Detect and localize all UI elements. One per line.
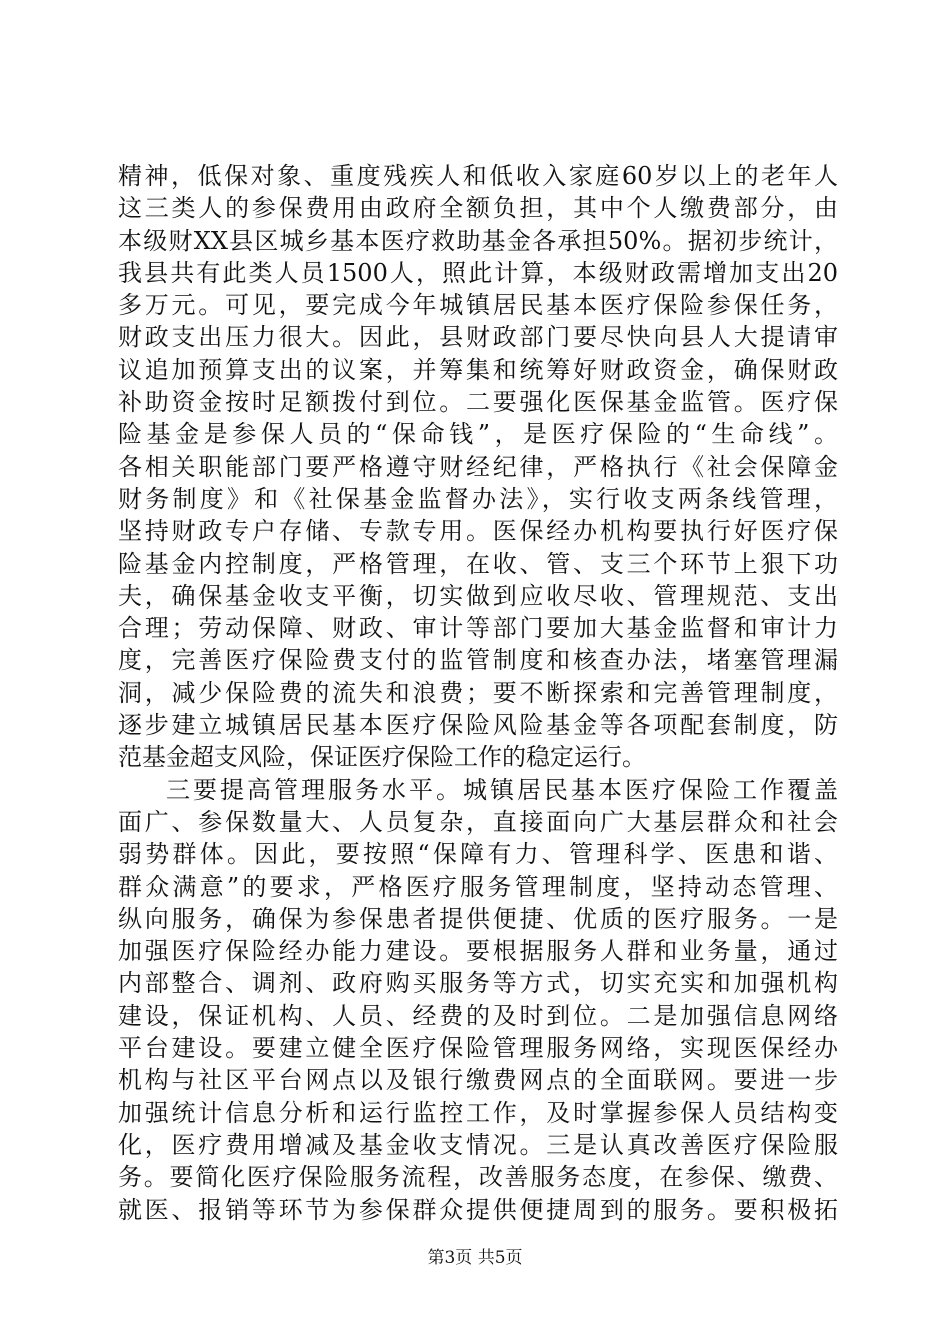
text-line-13: 险基金内控制度，严格管理，在收、管、支三个环节上狠下功 [118, 549, 838, 578]
text-line-3: 本级财XX县区城乡基本医疗救助基金各承担50%。据初步统计， [118, 226, 838, 255]
text-line-9: 险基金是参保人员的“保命钱”，是医疗保险的“生命线”。 [118, 420, 838, 449]
text-line-12: 坚持财政专户存储、专款专用。医保经办机构要执行好医疗保 [118, 517, 838, 546]
text-line-30: 加强统计信息分析和运行监控工作，及时掌握参保人员结构变 [118, 1098, 838, 1127]
text-line-10: 各相关职能部门要严格遵守财经纪律，严格执行《社会保障金 [118, 452, 838, 481]
text-line-11: 财务制度》和《社保基金监督办法》，实行收支两条线管理， [118, 484, 838, 513]
text-line-14: 夫，确保基金收支平衡，切实做到应收尽收、管理规范、支出 [118, 581, 838, 610]
text-line-4: 我县共有此类人员1500人，照此计算，本级财政需增加支出20 [118, 258, 838, 287]
text-line-31: 化，医疗费用增减及基金收支情况。三是认真改善医疗保险服 [118, 1130, 838, 1159]
page-footer [0, 1243, 950, 1268]
text-line-7: 议追加预算支出的议案，并筹集和统筹好财政资金，确保财政 [118, 355, 838, 384]
text-line-15: 合理；劳动保障、财政、审计等部门要加大基金监督和审计力 [118, 614, 838, 643]
text-line-33: 就医、报销等环节为参保群众提供便捷周到的服务。要积极拓 [118, 1195, 838, 1224]
text-line-22: 弱势群体。因此，要按照“保障有力、管理科学、医患和谐、 [118, 840, 838, 869]
page-number: 第3页 共5页 [427, 1248, 523, 1268]
text-line-17: 洞，减少保险费的流失和浪费；要不断探索和完善管理制度， [118, 678, 838, 707]
text-line-19: 范基金超支风险，保证医疗保险工作的稳定运行。 [118, 743, 646, 772]
text-line-27: 建设，保证机构、人员、经费的及时到位。二是加强信息网络 [118, 1001, 838, 1030]
text-line-6: 财政支出压力很大。因此，县财政部门要尽快向县人大提请审 [118, 323, 838, 352]
text-line-2: 这三类人的参保费用由政府全额负担，其中个人缴费部分，由 [118, 194, 838, 223]
text-line-28: 平台建设。要建立健全医疗保险管理服务网络，实现医保经办 [118, 1034, 838, 1063]
text-line-32: 务。要简化医疗保险服务流程，改善服务态度，在参保、缴费、 [118, 1163, 838, 1192]
text-line-25: 加强医疗保险经办能力建设。要根据服务人群和业务量，通过 [118, 937, 838, 966]
text-line-26: 内部整合、调剂、政府购买服务等方式，切实充实和加强机构 [118, 969, 838, 998]
text-line-21: 面广、参保数量大、人员复杂，直接面向广大基层群众和社会 [118, 807, 838, 836]
text-line-1: 精神，低保对象、重度残疾人和低收入家庭60岁以上的老年人 [118, 162, 838, 190]
text-line-20: 三要提高管理服务水平。城镇居民基本医疗保险工作覆盖 [166, 775, 838, 804]
text-line-23: 群众满意”的要求，严格医疗服务管理制度，坚持动态管理、 [118, 872, 838, 901]
document-body [118, 160, 838, 1226]
text-line-29: 机构与社区平台网点以及银行缴费网点的全面联网。要进一步 [118, 1066, 838, 1095]
text-line-16: 度，完善医疗保险费支付的监管制度和核查办法，堵塞管理漏 [118, 646, 838, 675]
text-line-18: 逐步建立城镇居民基本医疗保险风险基金等各项配套制度，防 [118, 711, 838, 740]
text-line-8: 补助资金按时足额拨付到位。二要强化医保基金监管。医疗保 [118, 388, 838, 417]
text-line-5: 多万元。可见，要完成今年城镇居民基本医疗保险参保任务， [118, 291, 838, 320]
text-line-24: 纵向服务，确保为参保患者提供便捷、优质的医疗服务。一是 [118, 904, 838, 933]
